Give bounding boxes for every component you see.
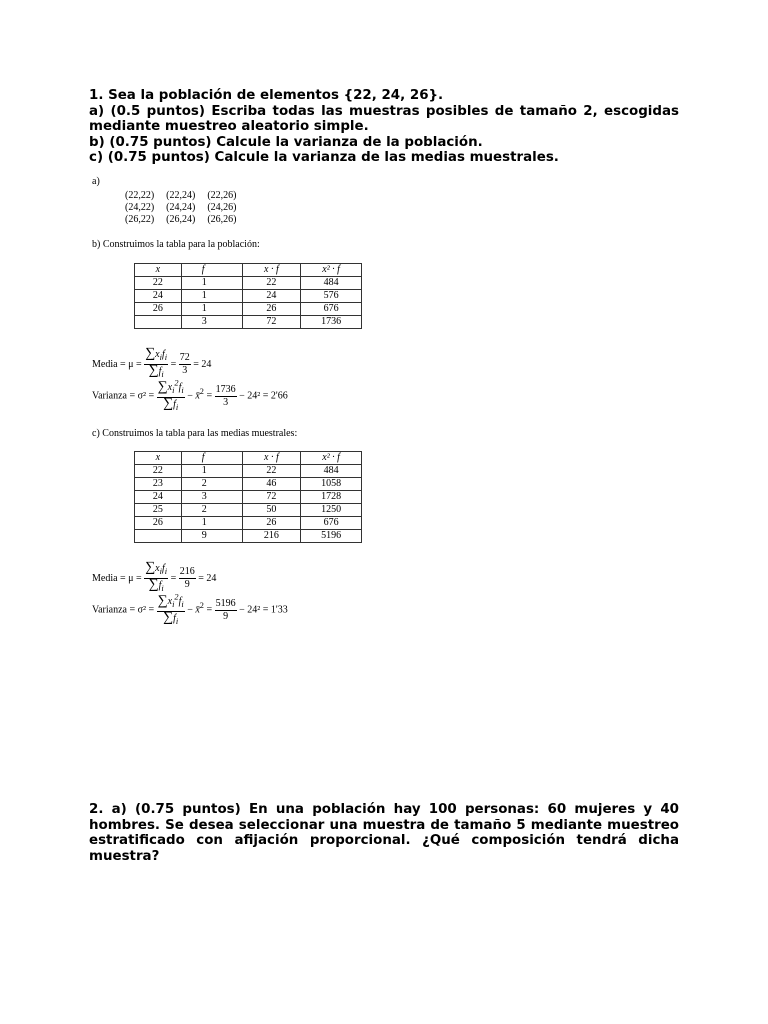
table-header-row xyxy=(135,452,362,465)
table-header-row xyxy=(135,264,362,277)
samples-list xyxy=(125,190,249,226)
sample: (22,26) xyxy=(207,190,237,201)
sample: (26,24) xyxy=(166,214,196,225)
denominator: 3 xyxy=(223,396,229,408)
cell: 484 xyxy=(301,277,362,290)
samples-row xyxy=(125,214,249,226)
cell: 24 xyxy=(135,290,182,303)
sum-fraction: $\frac{\sum x_if_i}{\sum f_i}$ xyxy=(145,560,168,593)
header-cell: x² · f xyxy=(301,264,362,277)
cell xyxy=(135,530,182,543)
value-fraction xyxy=(179,352,191,377)
cell: 484 xyxy=(301,465,362,478)
cell: 22 xyxy=(135,465,182,478)
population-table xyxy=(134,263,362,329)
cell: 24 xyxy=(242,290,301,303)
cell: 2 xyxy=(181,504,242,517)
cell: 26 xyxy=(242,303,301,316)
formula-label: Media = μ = xyxy=(92,572,142,584)
population-mean-formula: Media = μ = $\frac{\sum x_if_i}{\sum f_i}$ = $\frac{72}{3}$ = 24 xyxy=(92,346,212,379)
formula-result: − 24² = 2'66 xyxy=(239,390,288,402)
formula-label: Media = μ = xyxy=(92,358,142,370)
cell: 46 xyxy=(242,478,301,491)
cell: 1 xyxy=(181,465,242,478)
table-row xyxy=(135,465,362,478)
question-1-part-a: a) (0.5 puntos) Escriba todas las muestras posibles de tamaño 2, escogidas mediante muestreo aleatorio simple. xyxy=(89,103,679,134)
cell: 216 xyxy=(242,530,301,543)
cell: 1736 xyxy=(301,316,362,329)
table-row xyxy=(135,478,362,491)
population-variance-formula: Varianza = σ² = $\frac{\sum x_i^2f_i}{\sum f_i}$ − x̄$^2$ = $\frac{1736}{3}$ − 24² = 2'66 xyxy=(92,379,288,413)
question-1-part-c: c) (0.75 puntos) Calcule la varianza de las medias muestrales. xyxy=(89,150,559,165)
part-c-label: c) Construimos la tabla para las medias muestrales: xyxy=(92,428,298,439)
cell: 26 xyxy=(135,303,182,316)
cell: 2 xyxy=(181,478,242,491)
sample: (26,22) xyxy=(125,214,155,225)
table-row xyxy=(135,303,362,316)
sum-fraction: $\frac{\sum x_if_i}{\sum f_i}$ xyxy=(145,346,168,379)
cell: 1 xyxy=(181,277,242,290)
numerator: 216 xyxy=(179,566,195,577)
formula-result: = 24 xyxy=(193,358,212,370)
sample-variance-formula: Varianza = σ² = $\frac{\sum x_i^2f_i}{\sum f_i}$ − x̄$^2$ = $\frac{5196}{9}$ − 24² = 1'33 xyxy=(92,593,288,627)
formula-result: − 24² = 1'33 xyxy=(239,604,288,616)
header-cell: f xyxy=(181,264,242,277)
header-cell: x xyxy=(135,264,182,277)
sample-mean-formula: Media = μ = $\frac{\sum x_if_i}{\sum f_i}$ = $\frac{216}{9}$ = 24 xyxy=(92,560,217,593)
sum-fraction: $\frac{\sum x_i^2f_i}{\sum f_i}$ xyxy=(157,593,184,627)
cell: 23 xyxy=(135,478,182,491)
cell: 72 xyxy=(242,491,301,504)
question-2-text: 2. a) (0.75 puntos) En una población hay 100 personas: 60 mujeres y 40 hombres. Se desea seleccionar una muestra de tamaño 5 mediante muestreo estratificado con afijación proporcional. ¿Qué composición tendrá dicha muestra? xyxy=(89,802,679,864)
header-cell: x xyxy=(135,452,182,465)
numerator: 5196 xyxy=(215,597,236,609)
sample: (24,24) xyxy=(166,202,196,213)
question-1 xyxy=(89,88,679,166)
table-row xyxy=(135,504,362,517)
cell: 50 xyxy=(242,504,301,517)
numerator: 72 xyxy=(179,352,190,363)
sample: (22,24) xyxy=(166,190,196,201)
value-fraction xyxy=(215,598,237,623)
cell: 1058 xyxy=(301,478,362,491)
cell: 26 xyxy=(135,517,182,530)
cell: 72 xyxy=(242,316,301,329)
question-2 xyxy=(89,802,679,864)
cell: 1 xyxy=(181,517,242,530)
table-row xyxy=(135,277,362,290)
cell: 22 xyxy=(242,277,301,290)
cell xyxy=(135,316,182,329)
header-cell: x² · f xyxy=(301,452,362,465)
samples-row xyxy=(125,190,249,202)
value-fraction xyxy=(179,566,196,591)
cell: 5196 xyxy=(301,530,362,543)
denominator: 9 xyxy=(223,610,229,622)
cell: 1250 xyxy=(301,504,362,517)
part-b-label: b) Construimos la tabla para la población: xyxy=(92,239,260,250)
cell: 3 xyxy=(181,491,242,504)
sample: (26,26) xyxy=(207,214,237,225)
value-fraction xyxy=(215,384,237,409)
cell: 676 xyxy=(301,517,362,530)
table-row xyxy=(135,517,362,530)
cell: 22 xyxy=(135,277,182,290)
sum-fraction: $\frac{\sum x_i^2f_i}{\sum f_i}$ xyxy=(157,379,184,413)
cell: 22 xyxy=(242,465,301,478)
cell: 3 xyxy=(181,316,242,329)
cell: 9 xyxy=(181,530,242,543)
formula-label: Varianza = σ² = xyxy=(92,604,155,616)
numerator: 1736 xyxy=(215,383,236,395)
cell: 1728 xyxy=(301,491,362,504)
cell: 26 xyxy=(242,517,301,530)
formula-label: Varianza = σ² = xyxy=(92,390,155,402)
formula-result: = 24 xyxy=(198,572,217,584)
table-row xyxy=(135,290,362,303)
part-a-label: a) xyxy=(92,176,100,187)
header-cell: x · f xyxy=(242,452,301,465)
table-total-row xyxy=(135,530,362,543)
cell: 25 xyxy=(135,504,182,517)
sample-means-table xyxy=(134,451,362,543)
sample: (22,22) xyxy=(125,190,155,201)
table-total-row xyxy=(135,316,362,329)
table-row xyxy=(135,491,362,504)
question-1-part-b: b) (0.75 puntos) Calcule la varianza de la población. xyxy=(89,134,483,150)
cell: 1 xyxy=(181,290,242,303)
cell: 24 xyxy=(135,491,182,504)
sample: (24,26) xyxy=(207,202,237,213)
sample: (24,22) xyxy=(125,202,155,213)
question-1-title: 1. Sea la población de elementos {22, 24, 26}. xyxy=(89,88,444,103)
header-cell: f xyxy=(181,452,242,465)
cell: 676 xyxy=(301,303,362,316)
denominator: 9 xyxy=(184,579,190,590)
denominator: 3 xyxy=(182,365,188,376)
cell: 1 xyxy=(181,303,242,316)
header-cell: x · f xyxy=(242,264,301,277)
samples-row xyxy=(125,202,249,214)
cell: 576 xyxy=(301,290,362,303)
